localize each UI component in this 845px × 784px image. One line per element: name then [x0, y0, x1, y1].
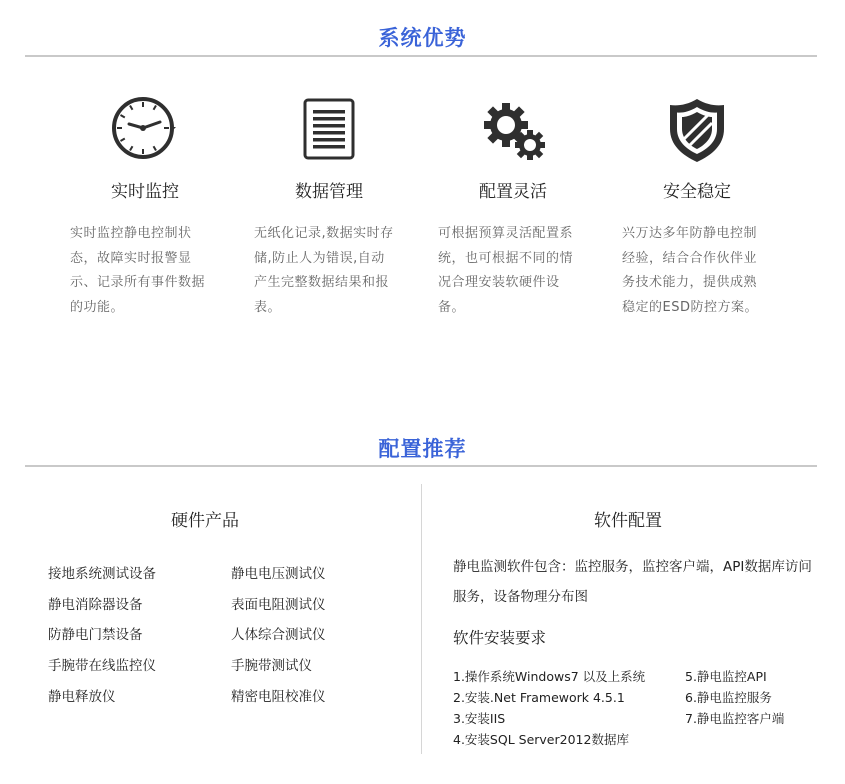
- hardware-item: 静电消除器设备: [48, 597, 143, 613]
- hardware-title: 硬件产品: [171, 511, 239, 531]
- hardware-item: 静电释放仪: [48, 689, 116, 705]
- software-title: 软件配置: [594, 511, 662, 531]
- hardware-item: 精密电阻校准仪: [231, 689, 326, 705]
- feature-title: 安全稳定: [663, 182, 731, 202]
- requirement-item: 3.安装IIS: [453, 711, 506, 726]
- feature-description: 无纸化记录,数据实时存储,防止人为错误,自动产生完整数据结果和报表。: [254, 226, 394, 315]
- feature-description: 兴万达多年防静电控制经验，结合合作伙伴业务技术能力，提供成熟稳定的ESD防控方案。: [622, 226, 758, 315]
- requirement-item: 2.安装.Net Framework 4.5.1: [453, 690, 625, 705]
- requirement-item: 1.操作系统Windows7 以及上系统: [453, 669, 646, 684]
- hardware-item: 手腕带测试仪: [231, 658, 312, 674]
- hardware-item: 表面电阻测试仪: [231, 597, 326, 613]
- document-list-icon: [294, 95, 364, 165]
- requirement-item: 4.安装SQL Server2012数据库: [453, 732, 629, 747]
- feature-data-management: [244, 95, 414, 320]
- requirement-item: 5.静电监控API: [685, 669, 767, 684]
- feature-realtime-monitoring: [60, 95, 230, 320]
- recommend-title: 配置推荐: [378, 437, 467, 461]
- shield-icon: [662, 95, 732, 165]
- feature-title: 数据管理: [295, 182, 363, 202]
- feature-title: 实时监控: [111, 182, 179, 202]
- feature-flexible-config: [428, 95, 598, 320]
- hardware-item: 防静电门禁设备: [48, 627, 143, 643]
- advantages-divider: [25, 55, 817, 57]
- software-description: 静电监测软件包含：监控服务，监控客户端，API数据库访问服务，设备物理分布图: [453, 559, 812, 605]
- hardware-item: 接地系统测试设备: [48, 566, 156, 582]
- install-requirements-title: 软件安装要求: [453, 629, 547, 647]
- advantages-title: 系统优势: [378, 26, 467, 50]
- recommend-divider: [25, 465, 817, 467]
- hardware-item: 人体综合测试仪: [231, 627, 326, 643]
- hardware-item: 静电电压测试仪: [231, 566, 326, 582]
- column-divider: [421, 484, 422, 754]
- requirement-item: 6.静电监控服务: [685, 690, 772, 705]
- clock-icon: [110, 95, 180, 165]
- feature-description: 实时监控静电控制状态，故障实时报警显示、记录所有事件数据的功能。: [70, 226, 206, 315]
- feature-description: 可根据预算灵活配置系统，也可根据不同的情况合理安装软硬件设备。: [438, 226, 574, 315]
- requirement-item: 7.静电监控客户端: [685, 711, 785, 726]
- feature-title: 配置灵活: [479, 182, 547, 202]
- feature-security: [612, 95, 782, 320]
- gears-icon: [478, 95, 548, 165]
- hardware-item: 手腕带在线监控仪: [48, 658, 156, 674]
